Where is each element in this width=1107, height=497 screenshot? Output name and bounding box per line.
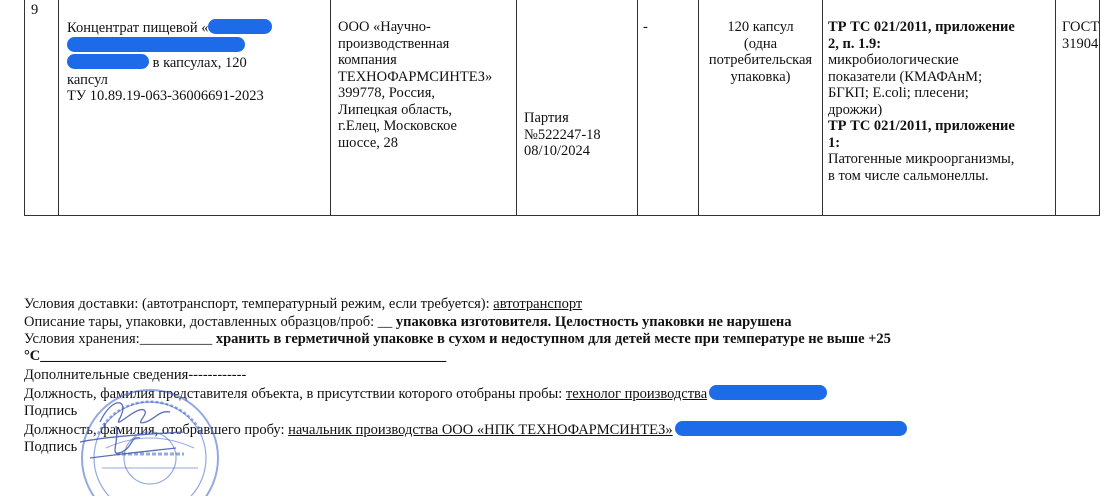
manufacturer-line: производственная [338,35,450,52]
requirement-text: БГКП; E.coli; плесени; [828,85,969,101]
product-prefix: Концентрат пищевой « [67,20,209,36]
redaction-mark [67,54,149,69]
packaging-value: упаковка изготовителя. Целостность упаковки не нарушена [395,314,792,330]
additional-info [24,367,246,384]
redaction-mark [709,385,827,400]
requirement-title: ТР ТС 021/2011, приложение [828,19,1015,35]
signature-label: Подпись [24,439,78,455]
delivery-value: автотранспорт [493,296,583,312]
storage-unit [24,348,446,365]
quantity-line: упаковка) [730,68,791,85]
batch-line: №522247-18 [524,126,601,143]
sampler-value: начальник производства ООО «НПК ТЕХНОФАРМСИНТЕЗ» [288,422,673,438]
manufacturer-line: ТЕХНОФАРМСИНТЕЗ» [338,68,493,85]
redaction-mark [67,37,245,52]
cell-batch [517,0,638,215]
quantity-line: (одна [743,35,778,52]
storage-unit-value: °С________________________________________________________ [24,348,447,364]
representative-label: Должность, фамилия представителя объекта, в присутствии которого отобраны пробы: [24,386,566,402]
signature-label: Подпись [24,403,78,419]
requirement-text: Патогенные микроорганизмы, [828,151,1015,167]
row-number: 9 [31,2,39,18]
cell-product [59,0,331,215]
packaging-description [24,314,792,331]
requirement-text: дрожжи) [828,101,883,118]
manufacturer-line: г.Елец, Московское [338,118,457,134]
redaction-mark [675,421,907,436]
manufacturer-line: 399778, Россия, [338,85,435,101]
gost-line: ГОСТ [1062,19,1100,35]
manufacturer-line: компания [338,52,397,68]
manufacturer-line: шоссе, 28 [338,134,399,151]
requirement-text: микробиологические [828,52,959,68]
signature-icon [60,392,190,472]
gost-line: 31904 [1062,35,1099,52]
quantity-line: потребительская [708,52,813,68]
product-capsul: капсул [67,71,108,88]
dash-value: - [643,19,648,35]
requirement-text: в том числе сальмонеллы. [828,167,989,184]
cell-row-number [25,0,59,215]
quantity-line: 120 капсул [727,19,794,35]
requirement-text: показатели (КМАФАнМ; [828,68,983,85]
product-tu: ТУ 10.89.19-063-36006691-2023 [67,88,264,104]
cell-requirements [823,0,1056,215]
representative-value: технолог производства [565,386,708,402]
cell-quantity [699,0,823,215]
batch-line: Партия [524,110,569,126]
storage-label: Условия хранения:__________ [24,331,216,347]
storage-value: хранить в герметичной упаковке в сухом и недоступном для детей месте при температуре не выше +25 [215,331,891,347]
sampler-label: Должность, фамилия, отобравшего пробу: [24,422,289,438]
storage-conditions [24,331,891,348]
manufacturer-line: Липецкая область, [338,101,453,118]
batch-line: 08/10/2024 [524,143,591,159]
product-suffix: в капсулах, 120 [152,55,247,71]
cell-dash [638,0,699,215]
delivery-label: Условия доставки: (автотранспорт, температурный режим, если требуется): [24,296,494,312]
product-table-row [24,0,1100,216]
redaction-mark [208,19,272,34]
requirement-title: 2, п. 1.9: [828,35,882,52]
manufacturer-line: ООО «Научно- [338,19,431,35]
requirement-title: 1: [828,134,841,151]
delivery-conditions [24,296,582,313]
packaging-label: Описание тары, упаковки, доставленных образцов/проб: __ [24,314,396,330]
cell-gost [1056,0,1101,215]
cell-manufacturer [331,0,517,215]
requirement-title: ТР ТС 021/2011, приложение [828,118,1015,134]
additional-info-text: Дополнительные сведения------------ [24,367,247,383]
